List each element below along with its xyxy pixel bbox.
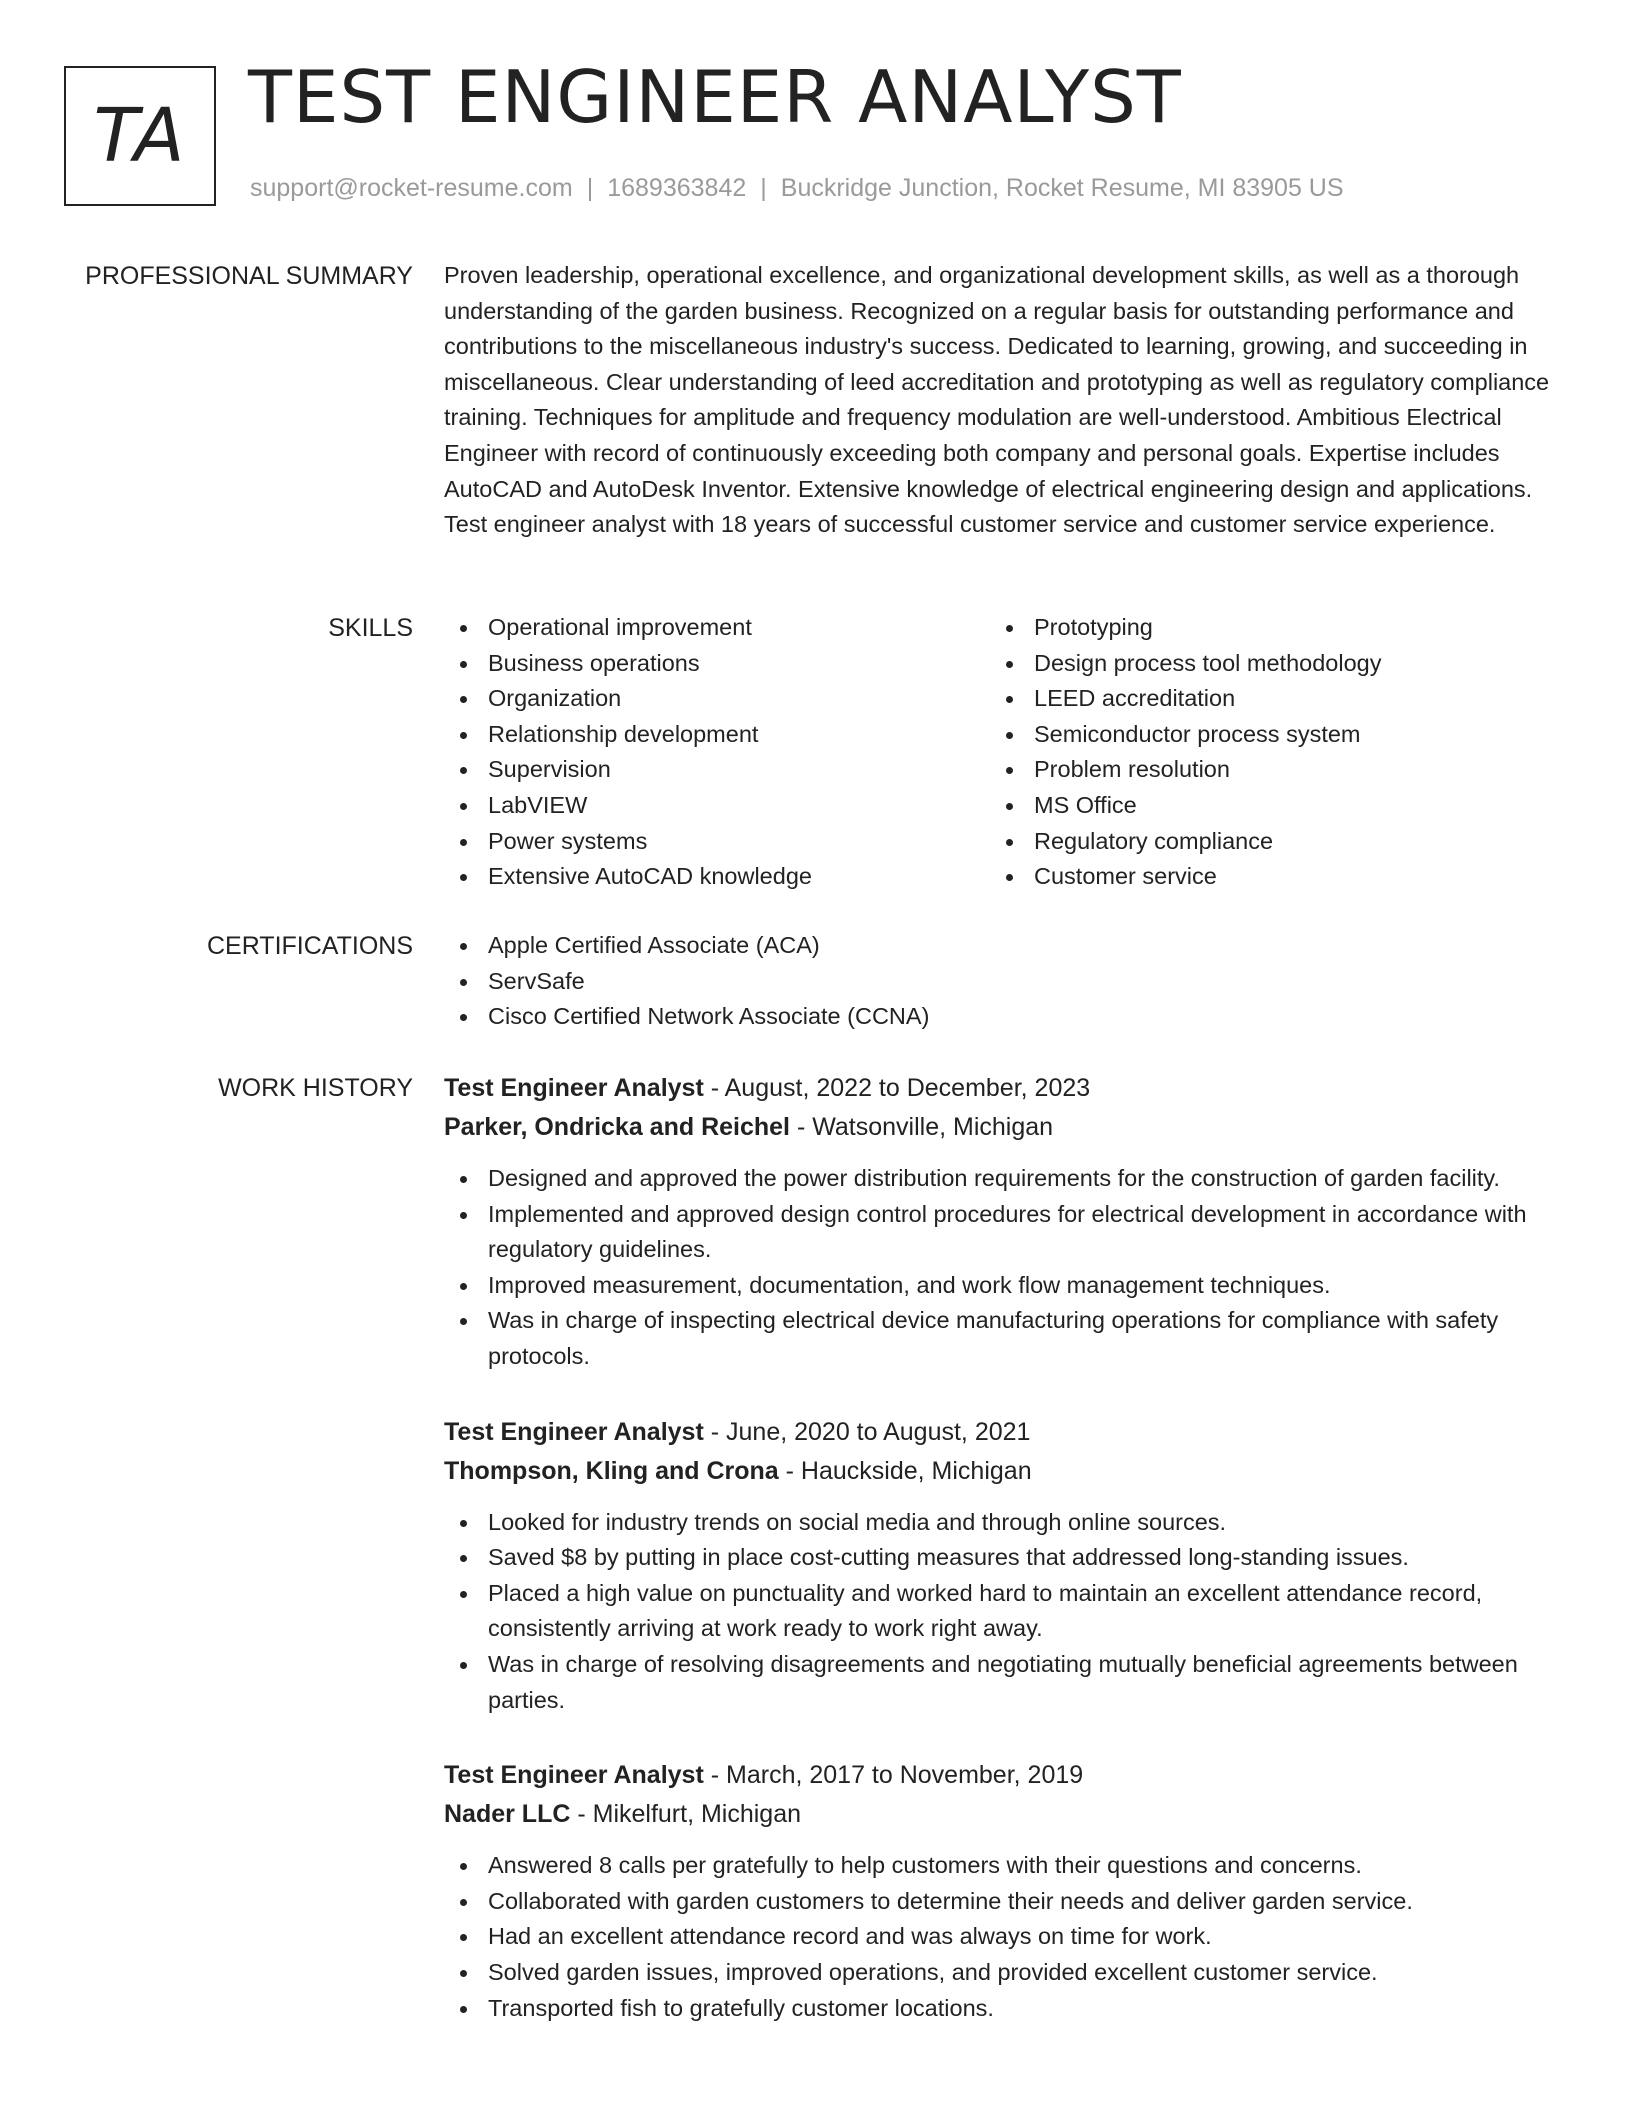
job-dates: - June, 2020 to August, 2021 [703,1417,1031,1446]
certifications-body [444,928,1556,1035]
contact-phone: 1689363842 [607,174,747,202]
job-location: - Watsonville, Michigan [790,1113,1054,1141]
job-title: Test Engineer Analyst [444,1417,704,1446]
job-title-line [444,1069,1556,1108]
job-title-line [444,1413,1556,1452]
certification-item: Apple Certified Associate (ACA) [444,928,1556,964]
summary-text: Proven leadership, operational excellence, and organizational development skills, as well as a thorough understanding of the garden business. Recognized on a regular basis for outstanding performance and contributions to the miscellaneous industry's success. Dedicated to learning, growing, and succeeding in miscellaneous. Clear understanding of leed accreditation and prototyping as well as regulatory compliance training. Techniques for amplitude and frequency modulation are well-understood. Ambitious Electrical Engineer with record of continuously exceeding both company and personal goals. Expertise includes AutoCAD and AutoDesk Inventor. Extensive knowledge of electrical engineering design and applications. Test engineer analyst with 18 years of successful customer service and customer service experience. [444,262,1550,538]
skills-columns [444,610,1556,895]
job-title: Test Engineer Analyst [444,1074,704,1102]
contact-line [250,174,1344,203]
contact-separator: | [586,174,594,202]
job-duty-item: Solved garden issues, improved operations, and provided excellent customer service. [444,1955,1556,1991]
skill-item: Regulatory compliance [990,824,1536,860]
job-duty-item: Placed a high value on punctuality and worked hard to maintain an excellent attendance record, consistently arriving at work ready to work right away. [444,1576,1556,1647]
job-entry [444,1069,1556,1375]
candidate-name: TEST ENGINEER ANALYST [248,55,1182,139]
skill-item: Power systems [444,824,990,860]
skill-item: Prototyping [990,610,1536,646]
job-duty-item: Was in charge of inspecting electrical device manufacturing operations for compliance with safety protocols. [444,1303,1556,1374]
skill-item: Operational improvement [444,610,990,646]
monogram-initials: TA [93,93,187,179]
skill-item: Organization [444,681,990,717]
job-company: Nader LLC [444,1800,571,1829]
job-duties-list [444,1161,1556,1375]
skill-item: Customer service [990,859,1536,895]
job-duty-item: Saved $8 by putting in place cost-cutting measures that addressed long-standing issues. [444,1540,1556,1576]
job-dates: - March, 2017 to November, 2019 [703,1761,1084,1790]
certifications-heading: CERTIFICATIONS [206,932,413,960]
job-entry [444,1413,1556,1719]
job-duty-item: Transported fish to gratefully customer locations. [444,1991,1556,2027]
job-duty-item: Looked for industry trends on social media and through online sources. [444,1505,1556,1541]
work-history-body [444,1069,1556,2026]
skill-item: LEED accreditation [990,681,1536,717]
contact-email: support@rocket-resume.com [250,174,573,202]
job-entry [444,1756,1556,2026]
job-duty-item: Was in charge of resolving disagreements and negotiating mutually beneficial agreements between parties. [444,1647,1556,1718]
skills-list-left [444,610,990,895]
skill-item: MS Office [990,788,1536,824]
job-duties-list [444,1505,1556,1719]
monogram-box [64,66,216,206]
skill-item: Supervision [444,752,990,788]
skill-item: Semiconductor process system [990,717,1536,753]
work-history-heading: WORK HISTORY [218,1074,413,1102]
job-duty-item: Answered 8 calls per gratefully to help customers with their questions and concerns. [444,1848,1556,1884]
job-duty-item: Improved measurement, documentation, and work flow management techniques. [444,1268,1556,1304]
skill-item: Design process tool methodology [990,646,1536,682]
job-duties-list [444,1848,1556,2026]
job-dates: - August, 2022 to December, 2023 [703,1074,1091,1102]
skill-item: LabVIEW [444,788,990,824]
certifications-list [444,928,1556,1035]
job-company-line [444,1108,1556,1147]
job-company-line [444,1452,1556,1491]
skills-list-right [990,610,1536,895]
skill-item: Business operations [444,646,990,682]
job-title: Test Engineer Analyst [444,1761,704,1790]
job-company-line [444,1795,1556,1834]
contact-address: Buckridge Junction, Rocket Resume, MI 83905 US [780,174,1344,202]
summary-heading: PROFESSIONAL SUMMARY [85,262,413,290]
skill-item: Problem resolution [990,752,1536,788]
job-company: Thompson, Kling and Crona [444,1456,779,1485]
skill-item: Extensive AutoCAD knowledge [444,859,990,895]
skills-heading: SKILLS [328,614,413,642]
job-location: - Hauckside, Michigan [778,1456,1032,1485]
job-duty-item: Collaborated with garden customers to determine their needs and deliver garden service. [444,1884,1556,1920]
contact-separator: | [760,174,767,202]
certification-item: ServSafe [444,964,1556,1000]
job-company: Parker, Ondricka and Reichel [444,1113,790,1141]
job-duty-item: Had an excellent attendance record and was always on time for work. [444,1919,1556,1955]
skill-item: Relationship development [444,717,990,753]
job-title-line [444,1756,1556,1795]
job-location: - Mikelfurt, Michigan [570,1800,802,1829]
job-duty-item: Designed and approved the power distribution requirements for the construction of garden facility. [444,1161,1556,1197]
job-duty-item: Implemented and approved design control procedures for electrical development in accordance with regulatory guidelines. [444,1197,1556,1268]
certification-item: Cisco Certified Network Associate (CCNA) [444,999,1556,1035]
